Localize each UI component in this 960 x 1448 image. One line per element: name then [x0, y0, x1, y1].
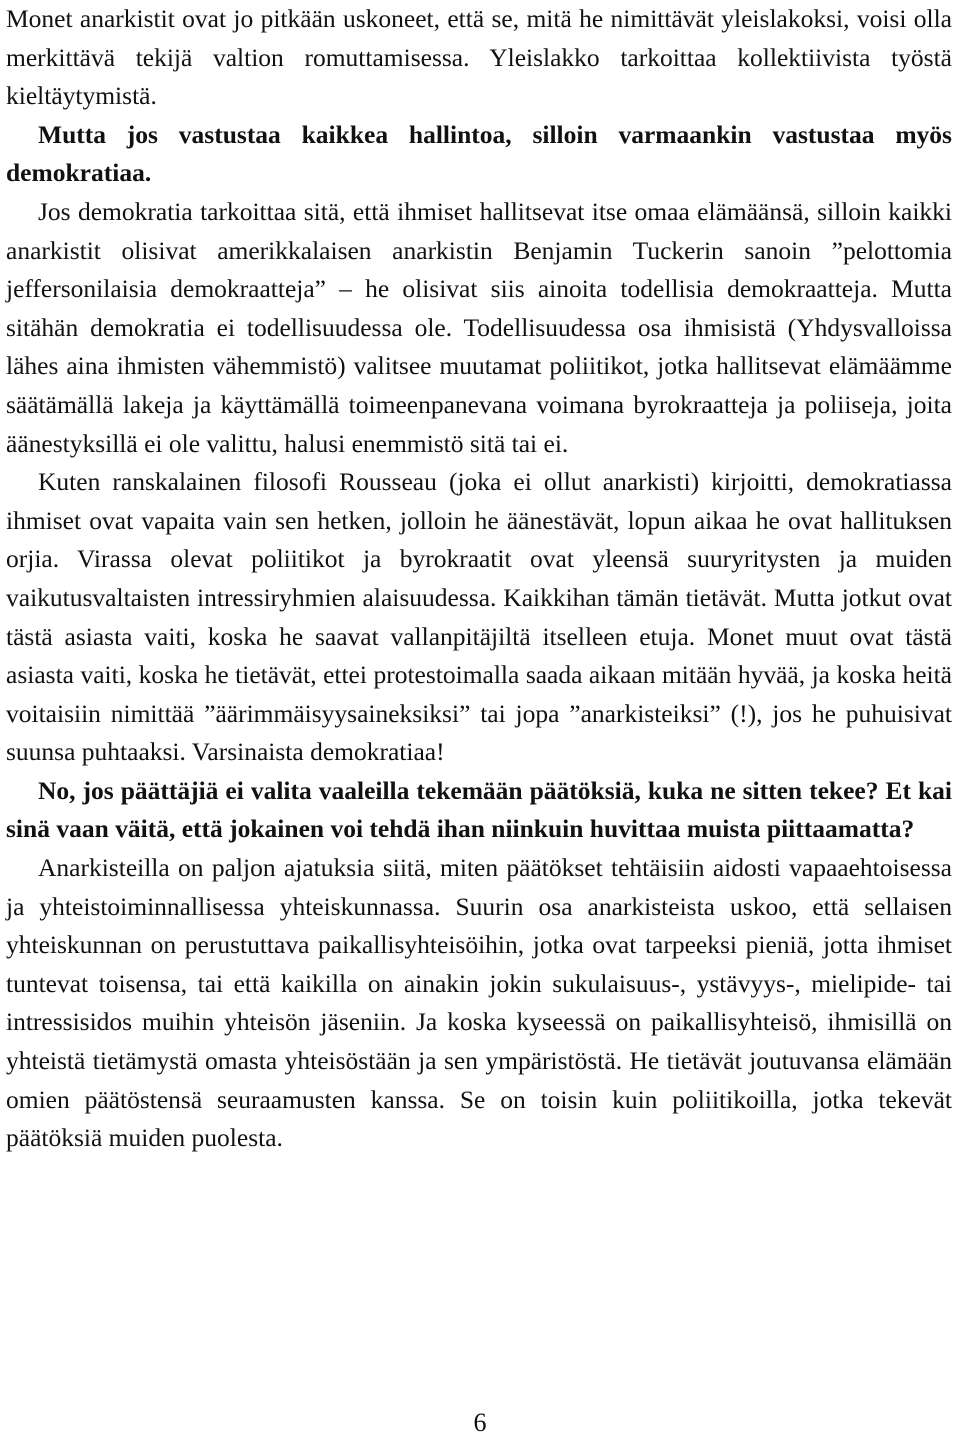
page-number: 6 — [473, 1408, 487, 1437]
paragraph-local-communities: Anarkisteilla on paljon ajatuksia siitä, miten päätökset tehtäisiin aidosti vapaaehtoisessa ja yhteistoiminnallisessa yhteiskunnassa. Suurin osa anarkisteista uskoo, että sellaisen yhteiskunnan on perustuttava paikallisyhteisöihin, jotka ovat tarpeeksi pieniä, jotta ihmiset tuntevat toisensa, tai että kaikilla on ainakin jokin sukulaisuus-, ystävyys-, mielipide- tai intressisidos muihin yhteisön jäseniin. Ja koska kyseessä on paikallisyhteisö, ihmisillä on yhteistä tietämystä omasta yhteisöstään ja sen ympäristöstä. He tietävät joutuvansa elämään omien päätöstensä seuraamusten kanssa. Se on toisin kuin poliitikoilla, jotka tekevät päätöksiä muiden puolesta. — [6, 853, 952, 1153]
question-who-decides: No, jos päättäjiä ei valita vaaleilla tekemään päätöksiä, kuka ne sitten tekee? Et kai sinä vaan väitä, että jokainen voi tehdä ihan niinkuin huvittaa muista piittaamatta? — [6, 775, 952, 844]
paragraph-democracy-definition: Jos demokratia tarkoittaa sitä, että ihmiset hallitsevat itse omaa elämäänsä, silloin kaikki anarkistit olisivat amerikkalaisen anarkistin Benjamin Tuckerin sanoin ”pelottomia jeffersonilaisia demokraatteja” – he olisivat siis ainoita todellisia demokraatteja. Mutta sitähän demokratia ei todellisuudessa ole. Todellisuudessa osa ihmisistä (Yhdysvalloissa lähes aina ihmisten vähemmistö) valitsee muutamat poliitikot, jotka hallitsevat elämäämme säätämällä lakeja ja käyttämällä toimeenpanevana voimana byrokraatteja ja poliiseja, joita äänestyksillä ei ole valittu, halusi enemmistö sitä tai ei. — [6, 196, 952, 458]
paragraph-rousseau: Kuten ranskalainen filosofi Rousseau (joka ei ollut anarkisti) kirjoitti, demokratiassa ihmiset ovat vapaita vain sen hetken, jolloin he äänestävät, lopun aikaa he ovat hallituksen orjia. Virassa olevat poliitikot ja byrokraatit ovat yleensä suuryritysten ja muiden vaikutusvaltaisten intressiryhmien alaisuudessa. Kaikkihan tämän tietävät. Mutta jotkut ovat tästä asiasta vaiti, koska he saavat vallanpitäjiltä itselleen etuja. Monet muut ovat tästä asiasta vaiti, koska he tietävät, ettei protestoimalla saada aikaan mitään hyvää, ja koska heitä voitaisiin nimittää ”äärimmäisyysaineksiksi” tai jopa ”anarkisteiksi” (!), jos he puhuisivat suunsa puhtaaksi. Varsinaista demokratiaa! — [6, 467, 952, 767]
question-democracy: Mutta jos vastustaa kaikkea hallintoa, silloin varmaankin vastustaa myös demokratiaa. — [6, 119, 952, 188]
page-body — [6, 0, 952, 1158]
paragraph-general-strike: Monet anarkistit ovat jo pitkään uskoneet, että se, mitä he nimittävät yleislakoksi, voisi olla merkittävä tekijä valtion romuttamisessa. Yleislakko tarkoittaa kollektiivista työstä kieltäytymistä. — [6, 4, 952, 111]
